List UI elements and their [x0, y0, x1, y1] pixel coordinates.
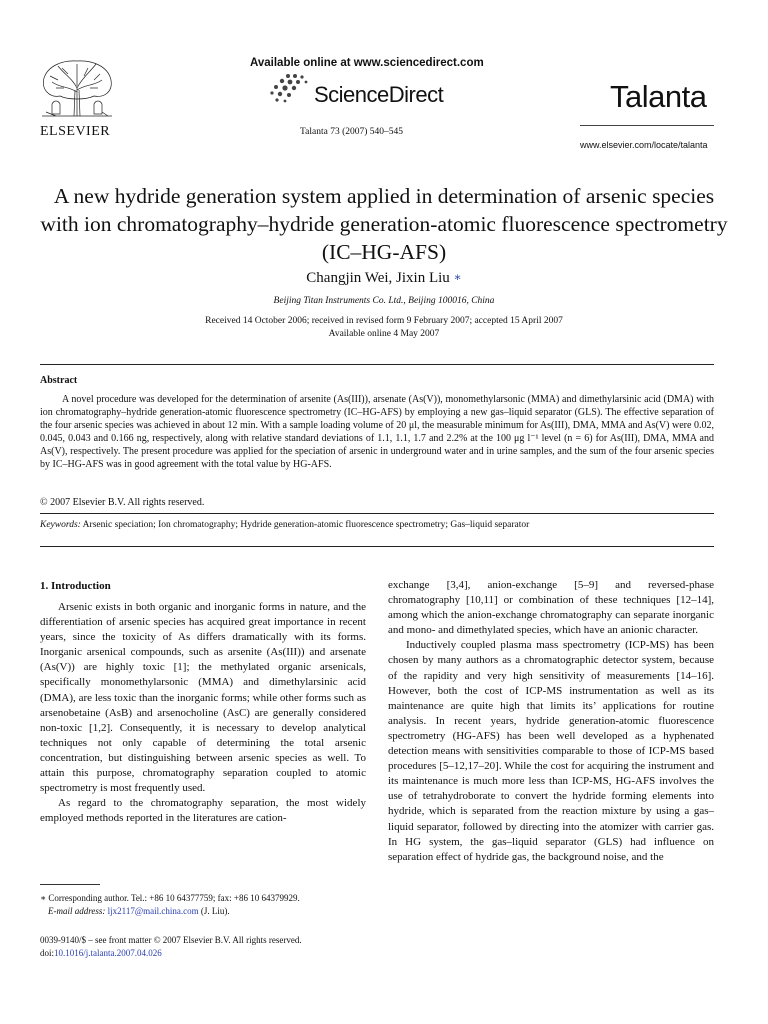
paragraph: Arsenic exists in both organic and inorganic forms in nature, and the differentiation of arsenic species has acquired great importance in recent years, since the toxicity of As differs dramatically with its forms. Inorganic arsenical compounds, such as arsenite (As(III)) and arsenate (As(V)) are highly toxic [1]; the methylated organic arsenicals, specifically monomethylarsonic (MMA) and dimethylarsinic acid (DMA), are less toxic than the inorganic forms; while other forms such as arsenobetaine (AsB) and arsenocholine (AsC) are generally considered non-toxic [1,2]. Consequently, it is necessary to develop analytical techniques not only capable of determining the total arsenic concentration, but distinguishing between arsenic species as well. To attain this purpose, chromatography separation coupled to atomic spectrometry is most frequently used. [40, 601, 366, 795]
left-column [40, 600, 366, 826]
email-link[interactable]: ljx2117@mail.china.com [107, 906, 199, 916]
available-online-date: Available online 4 May 2007 [328, 329, 440, 339]
right-column [388, 578, 714, 865]
journal-reference: Talanta 73 (2007) 540–545 [300, 127, 404, 137]
abstract-body [40, 393, 714, 472]
keywords [40, 520, 529, 530]
corresponding-author-contact: ∗ Corresponding author. Tel.: +86 10 64377759; fax: +86 10 64379929. [40, 893, 300, 903]
sciencedirect-wordmark: ScienceDirect [314, 82, 444, 107]
doi-label: doi: [40, 948, 55, 958]
publisher-name: ELSEVIER [40, 124, 111, 139]
abstract-heading: Abstract [40, 375, 78, 386]
divider [40, 546, 714, 547]
sciencedirect-dots-icon [268, 72, 310, 104]
email-label: E-mail address: [48, 906, 106, 916]
journal-url[interactable]: www.elsevier.com/locate/talanta [580, 140, 708, 150]
email-line [40, 905, 300, 918]
journal-name: Talanta [610, 79, 707, 114]
article-title: A new hydride generation system applied in determination of arsenic species with ion chromatography–hydride generation-atomic fluorescence spectrometry (IC–HG-AFS) [40, 184, 728, 264]
keywords-list: Arsenic speciation; Ion chromatography; Hydride generation-atomic fluorescence spectrometry; Gas–liquid separator [82, 520, 530, 530]
abstract-text: A novel procedure was developed for the determination of arsenite (As(III)), arsenate (As(V)), monomethylarsonic (MMA) and dimethylarsinic acid (DMA) with ion chromatography–hydride generation-atomic fluorescence spectrometry (IC–HG-AFS) by employing a new gas–liquid separator (GLS). The effective separation of the four arsenic species was achieved in about 12 min. With a sample loading volume of 20 μl, the measurable minimum for As(III), DMA, MMA and As(V) were 0.02, 0.045, 0.043 and 0.166 ng, respectively, along with relative standard deviations of 1.1, 1.1, 1.7 and 2.2% at the 100 μg l⁻¹ level (n = 6) for As(III), DMA, MMA and As(V), respectively. The present procedure was applied for the speciation of arsenic in underground water and in urine samples, and the sum of the four arsenic species by IC–HG-AFS was in good agreement with the total value by HG-AFS. [40, 394, 714, 471]
corresponding-author-mark[interactable]: ∗ [453, 270, 462, 284]
doi-link[interactable]: 10.1016/j.talanta.2007.04.026 [54, 948, 162, 958]
divider [40, 513, 714, 514]
footnote-divider [40, 884, 100, 885]
paragraph: Inductively coupled plasma mass spectrometry (ICP-MS) has been chosen by many authors as a chromatographic detector system, because of the rapidity and very high sensitivity of measurements [14–16]. However, both the cost of ICP-MS instrumentation as well as its maintenance are quite high that limits its’ applications for routine analysis. In recent years, hydride generation-atomic fluorescence spectrometry (HG-AFS) has been well developed as a hyphenated detection means with sensitivities comparable to those of ICP-MS based procedures [5–12,17–20]. While the cost for acquiring the instrument and its maintenance is much more less than ICP-MS, HG-AFS involves the use of tetrahydroborate to convert the hydride forming elements into hydride, which is separated from the reaction mixture by using a gas–liquid separator, followed by directing into the atomizer with carrier gas. In HG system, the gas–liquid separator (GLS) had influence on separation effect of hydride gas, the background noise, and the [388, 639, 714, 863]
section-heading-introduction: 1. Introduction [40, 580, 111, 592]
abstract-copyright: © 2007 Elsevier B.V. All rights reserved. [40, 497, 205, 508]
keywords-label: Keywords: [40, 520, 81, 530]
author-line [40, 270, 728, 287]
paragraph: exchange [3,4], anion-exchange [5–9] and reversed-phase chromatography [10,11] or combination of these techniques [12–14], among which the anion-exchange chromatography can separate inorganic and mono- and dimethylated species, which have an anionic character. [388, 579, 714, 637]
corresponding-author-footnote [40, 892, 300, 918]
issn-line: 0039-9140/$ – see front matter © 2007 Elsevier B.V. All rights reserved. [40, 935, 302, 945]
received-dates: Received 14 October 2006; received in revised form 9 February 2007; accepted 15 April 2007 [205, 316, 563, 326]
affiliation: Beijing Titan Instruments Co. Ltd., Beijing 100016, China [273, 296, 495, 306]
doi-line [40, 947, 302, 960]
elsevier-tree-logo-icon [38, 58, 116, 118]
issn-doi-block [40, 934, 302, 960]
available-online-line: Available online at www.sciencedirect.com [250, 57, 484, 69]
author-names: Changjin Wei, Jixin Liu [306, 270, 450, 286]
divider [40, 364, 714, 365]
header-divider [580, 125, 714, 126]
paragraph: As regard to the chromatography separation, the most widely employed methods reported in the literatures are cation- [40, 797, 366, 825]
email-owner: (J. Liu). [200, 906, 230, 916]
article-dates [40, 315, 728, 341]
